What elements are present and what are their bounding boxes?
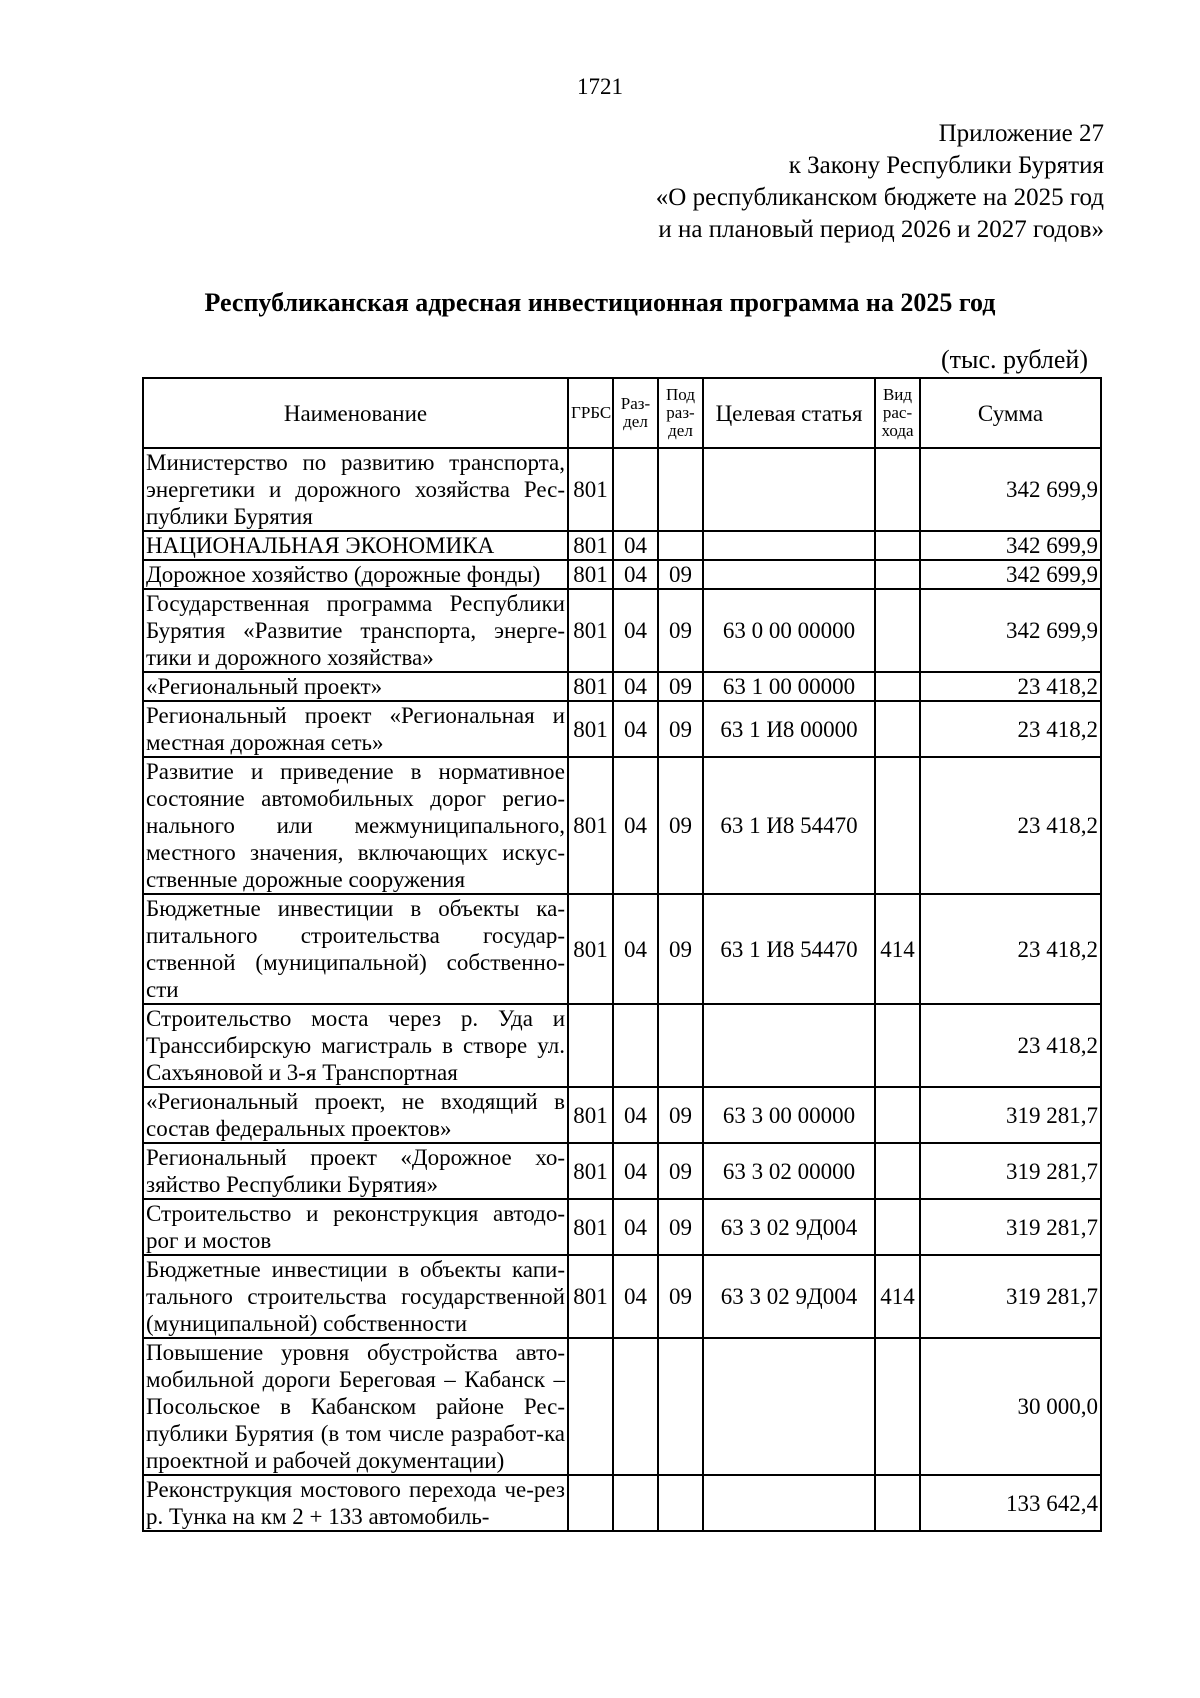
cell-target-article: 63 1 И8 00000 bbox=[703, 701, 875, 757]
cell-razdel bbox=[613, 1475, 658, 1531]
page-number: 1721 bbox=[577, 74, 623, 99]
cell-name: Строительство и реконструкция автодо-рог и мостов bbox=[143, 1199, 568, 1255]
table-row bbox=[143, 1004, 1101, 1087]
cell-podrazdel bbox=[658, 448, 703, 531]
cell-grbs: 801 bbox=[568, 1199, 613, 1255]
appendix-line: и на плановый период 2026 и 2027 годов» bbox=[658, 216, 1104, 243]
cell-podrazdel: 09 bbox=[658, 757, 703, 894]
header-expense-type: Вид рас-хода bbox=[875, 378, 920, 448]
cell-expense-type: 414 bbox=[875, 1255, 920, 1338]
cell-name: Дорожное хозяйство (дорожные фонды) bbox=[143, 560, 568, 589]
table-row bbox=[143, 1475, 1101, 1531]
cell-razdel: 04 bbox=[613, 701, 658, 757]
cell-sum: 342 699,9 bbox=[920, 531, 1101, 560]
cell-grbs: 801 bbox=[568, 589, 613, 672]
cell-target-article: 63 3 02 9Д004 bbox=[703, 1255, 875, 1338]
document-title: Республиканская адресная инвестиционная программа на 2025 год bbox=[204, 288, 996, 317]
table-row bbox=[143, 1087, 1101, 1143]
cell-expense-type bbox=[875, 1004, 920, 1087]
table-row bbox=[143, 1255, 1101, 1338]
cell-expense-type bbox=[875, 757, 920, 894]
cell-target-article bbox=[703, 1004, 875, 1087]
cell-target-article bbox=[703, 448, 875, 531]
cell-podrazdel: 09 bbox=[658, 1087, 703, 1143]
table-row bbox=[143, 1143, 1101, 1199]
table-row bbox=[143, 448, 1101, 531]
table-row bbox=[143, 894, 1101, 1004]
cell-razdel: 04 bbox=[613, 1255, 658, 1338]
cell-sum: 23 418,2 bbox=[920, 894, 1101, 1004]
cell-razdel: 04 bbox=[613, 894, 658, 1004]
cell-expense-type bbox=[875, 1199, 920, 1255]
appendix-header bbox=[656, 118, 1104, 246]
cell-razdel: 04 bbox=[613, 589, 658, 672]
cell-podrazdel bbox=[658, 1338, 703, 1475]
cell-grbs: 801 bbox=[568, 757, 613, 894]
cell-target-article: 63 1 И8 54470 bbox=[703, 757, 875, 894]
cell-podrazdel: 09 bbox=[658, 560, 703, 589]
table-header-row bbox=[143, 378, 1101, 448]
cell-grbs: 801 bbox=[568, 531, 613, 560]
cell-podrazdel: 09 bbox=[658, 1255, 703, 1338]
cell-name: Бюджетные инвестиции в объекты капи-тального строительства государственной (муниципальной) собственности bbox=[143, 1255, 568, 1338]
cell-expense-type bbox=[875, 531, 920, 560]
cell-podrazdel bbox=[658, 1475, 703, 1531]
cell-grbs bbox=[568, 1475, 613, 1531]
cell-grbs: 801 bbox=[568, 672, 613, 701]
cell-razdel bbox=[613, 448, 658, 531]
cell-target-article bbox=[703, 1475, 875, 1531]
cell-sum: 319 281,7 bbox=[920, 1199, 1101, 1255]
cell-razdel: 04 bbox=[613, 560, 658, 589]
cell-podrazdel: 09 bbox=[658, 1143, 703, 1199]
cell-podrazdel: 09 bbox=[658, 894, 703, 1004]
table-row bbox=[143, 560, 1101, 589]
header-name: Наименование bbox=[143, 378, 568, 448]
cell-razdel bbox=[613, 1004, 658, 1087]
cell-target-article: 63 1 И8 54470 bbox=[703, 894, 875, 1004]
cell-target-article: 63 3 02 00000 bbox=[703, 1143, 875, 1199]
cell-podrazdel: 09 bbox=[658, 1199, 703, 1255]
cell-razdel: 04 bbox=[613, 1143, 658, 1199]
cell-grbs: 801 bbox=[568, 701, 613, 757]
cell-name: Строительство моста через р. Уда и Транссибирскую магистраль в створе ул. Сахъяновой и 3-я Транспортная bbox=[143, 1004, 568, 1087]
cell-expense-type bbox=[875, 1087, 920, 1143]
cell-sum: 342 699,9 bbox=[920, 448, 1101, 531]
cell-grbs: 801 bbox=[568, 1087, 613, 1143]
cell-target-article: 63 3 02 9Д004 bbox=[703, 1199, 875, 1255]
cell-target-article: 63 3 00 00000 bbox=[703, 1087, 875, 1143]
cell-grbs: 801 bbox=[568, 448, 613, 531]
cell-expense-type bbox=[875, 1475, 920, 1531]
cell-name: Реконструкция мостового перехода че-рез р. Тунка на км 2 + 133 автомобиль- bbox=[143, 1475, 568, 1531]
header-podrazdel: Под раз-дел bbox=[658, 378, 703, 448]
cell-name: Развитие и приведение в нормативное состояние автомобильных дорог регио-нального или межмуниципального, местного значения, включающих искус-ственные дорожные сооружения bbox=[143, 757, 568, 894]
cell-podrazdel: 09 bbox=[658, 701, 703, 757]
cell-sum: 30 000,0 bbox=[920, 1338, 1101, 1475]
cell-razdel: 04 bbox=[613, 531, 658, 560]
table-row bbox=[143, 1199, 1101, 1255]
header-target-article: Целевая статья bbox=[703, 378, 875, 448]
cell-razdel: 04 bbox=[613, 1199, 658, 1255]
cell-grbs bbox=[568, 1338, 613, 1475]
appendix-line: «О республиканском бюджете на 2025 год bbox=[655, 184, 1104, 211]
cell-sum: 342 699,9 bbox=[920, 560, 1101, 589]
cell-expense-type bbox=[875, 560, 920, 589]
units-label: (тыс. рублей) bbox=[940, 345, 1088, 374]
cell-expense-type bbox=[875, 448, 920, 531]
cell-name: Региональный проект «Региональная и местная дорожная сеть» bbox=[143, 701, 568, 757]
header-grbs: ГРБС bbox=[568, 378, 613, 448]
cell-sum: 319 281,7 bbox=[920, 1255, 1101, 1338]
cell-sum: 319 281,7 bbox=[920, 1143, 1101, 1199]
cell-sum: 23 418,2 bbox=[920, 672, 1101, 701]
cell-name: Бюджетные инвестиции в объекты ка-питального строительства государ-ственной (муниципальной) собственно-сти bbox=[143, 894, 568, 1004]
cell-name: Министерство по развитию транспорта, энергетики и дорожного хозяйства Рес-публики Бурятия bbox=[143, 448, 568, 531]
cell-expense-type bbox=[875, 701, 920, 757]
appendix-line: к Закону Республики Бурятия bbox=[788, 152, 1104, 179]
cell-expense-type bbox=[875, 672, 920, 701]
cell-podrazdel: 09 bbox=[658, 672, 703, 701]
header-razdel: Раз-дел bbox=[613, 378, 658, 448]
cell-grbs: 801 bbox=[568, 1143, 613, 1199]
cell-razdel: 04 bbox=[613, 672, 658, 701]
cell-name: НАЦИОНАЛЬНАЯ ЭКОНОМИКА bbox=[143, 531, 568, 560]
cell-grbs: 801 bbox=[568, 560, 613, 589]
cell-name: Государственная программа Республики Бурятия «Развитие транспорта, энерге-тики и дорожного хозяйства» bbox=[143, 589, 568, 672]
cell-razdel bbox=[613, 1338, 658, 1475]
cell-target-article: 63 0 00 00000 bbox=[703, 589, 875, 672]
cell-name: Региональный проект «Дорожное хо-зяйство Республики Бурятия» bbox=[143, 1143, 568, 1199]
table-row bbox=[143, 757, 1101, 894]
cell-grbs: 801 bbox=[568, 894, 613, 1004]
cell-expense-type: 414 bbox=[875, 894, 920, 1004]
table-row bbox=[143, 701, 1101, 757]
table-row bbox=[143, 1338, 1101, 1475]
cell-sum: 23 418,2 bbox=[920, 1004, 1101, 1087]
cell-podrazdel: 09 bbox=[658, 589, 703, 672]
cell-expense-type bbox=[875, 589, 920, 672]
cell-razdel: 04 bbox=[613, 757, 658, 894]
cell-sum: 23 418,2 bbox=[920, 701, 1101, 757]
cell-sum: 319 281,7 bbox=[920, 1087, 1101, 1143]
cell-sum: 133 642,4 bbox=[920, 1475, 1101, 1531]
cell-expense-type bbox=[875, 1143, 920, 1199]
table-row bbox=[143, 589, 1101, 672]
table-body bbox=[143, 448, 1101, 1531]
cell-expense-type bbox=[875, 1338, 920, 1475]
cell-name: «Региональный проект, не входящий в состав федеральных проектов» bbox=[143, 1087, 568, 1143]
cell-target-article bbox=[703, 1338, 875, 1475]
cell-sum: 342 699,9 bbox=[920, 589, 1101, 672]
cell-name: «Региональный проект» bbox=[143, 672, 568, 701]
appendix-line: Приложение 27 bbox=[938, 120, 1104, 147]
cell-podrazdel bbox=[658, 531, 703, 560]
table-row bbox=[143, 531, 1101, 560]
cell-razdel: 04 bbox=[613, 1087, 658, 1143]
cell-target-article bbox=[703, 560, 875, 589]
cell-name: Повышение уровня обустройства авто-мобильной дороги Береговая – Кабанск – Посольское в Кабанском районе Рес-публики Бурятия (в том числе разработ-ка проектной и рабочей документации) bbox=[143, 1338, 568, 1475]
cell-sum: 23 418,2 bbox=[920, 757, 1101, 894]
cell-grbs bbox=[568, 1004, 613, 1087]
cell-target-article: 63 1 00 00000 bbox=[703, 672, 875, 701]
table-row bbox=[143, 672, 1101, 701]
cell-target-article bbox=[703, 531, 875, 560]
header-sum: Сумма bbox=[920, 378, 1101, 448]
investment-program-table bbox=[142, 377, 1102, 1532]
cell-podrazdel bbox=[658, 1004, 703, 1087]
cell-grbs: 801 bbox=[568, 1255, 613, 1338]
